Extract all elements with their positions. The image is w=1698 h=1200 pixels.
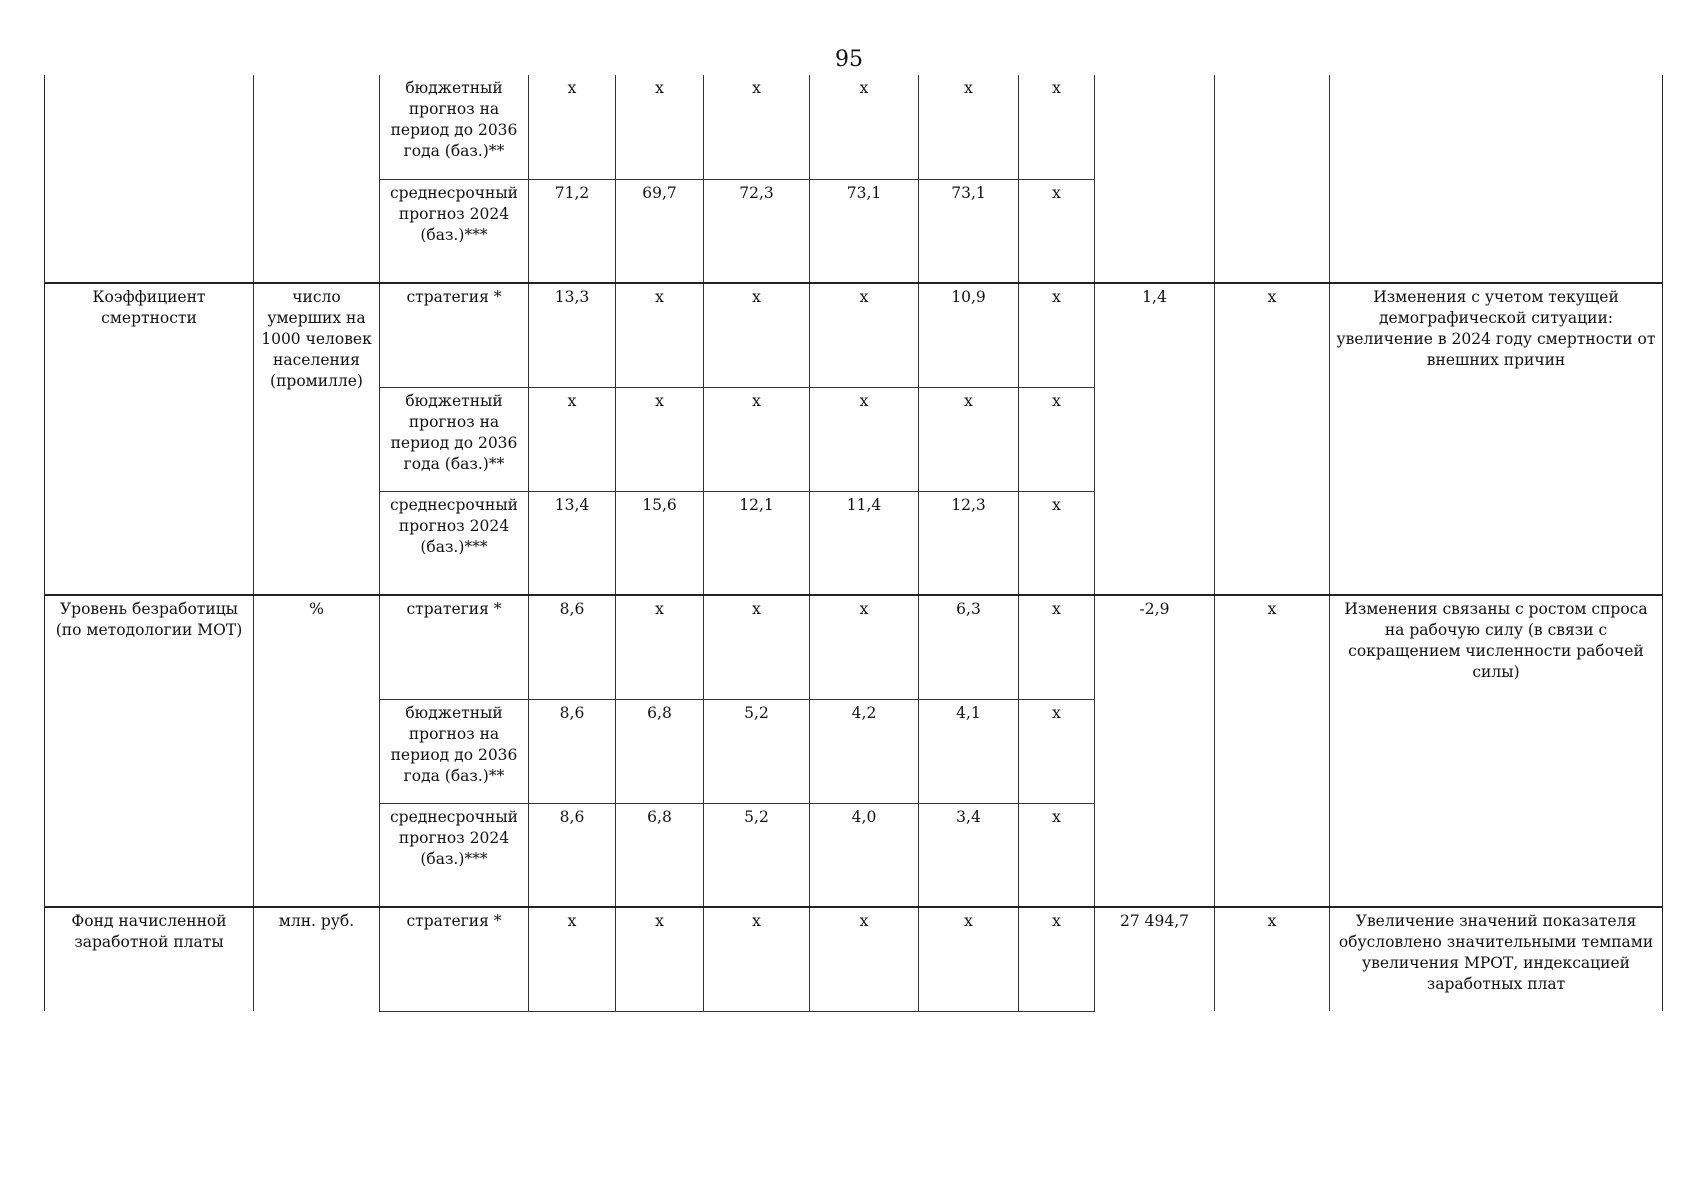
source-cell: бюджетный прогноз на период до 2036 года (баз.)** xyxy=(380,387,529,491)
deviation-cell: -2,9 xyxy=(1095,595,1215,907)
value-cell: х xyxy=(704,595,810,699)
table-row xyxy=(45,907,1663,1011)
table-row xyxy=(45,75,1663,179)
source-cell: стратегия * xyxy=(380,907,529,1011)
value-cell: х xyxy=(919,75,1019,179)
value-cell: 15,6 xyxy=(616,491,704,595)
forecast-table xyxy=(44,75,1663,1012)
value-cell: х xyxy=(529,907,616,1011)
value-cell: х xyxy=(616,907,704,1011)
value-cell: х xyxy=(810,595,919,699)
deviation-pct-cell: х xyxy=(1215,595,1330,907)
value-cell: х xyxy=(616,75,704,179)
indicator-name-cell: Фонд начисленной заработной платы xyxy=(45,907,254,1011)
value-cell: х xyxy=(810,283,919,387)
indicator-name-cell: Коэффициент смертности xyxy=(45,283,254,595)
value-cell: х xyxy=(919,387,1019,491)
source-cell: бюджетный прогноз на период до 2036 года (баз.)** xyxy=(380,699,529,803)
source-cell: среднесрочный прогноз 2024 (баз.)*** xyxy=(380,179,529,283)
source-cell: среднесрочный прогноз 2024 (баз.)*** xyxy=(380,803,529,907)
value-cell: 4,1 xyxy=(919,699,1019,803)
value-cell: 73,1 xyxy=(810,179,919,283)
value-cell: х xyxy=(1019,907,1095,1011)
value-cell: х xyxy=(704,283,810,387)
value-cell: 73,1 xyxy=(919,179,1019,283)
value-cell: х xyxy=(1019,803,1095,907)
unit-cell: % xyxy=(254,595,380,907)
value-cell: х xyxy=(1019,75,1095,179)
source-cell: стратегия * xyxy=(380,595,529,699)
value-cell: х xyxy=(1019,387,1095,491)
comment-cell: Изменения с учетом текущей демографической ситуации: увеличение в 2024 году смертности от внешних причин xyxy=(1330,283,1663,595)
value-cell: х xyxy=(1019,699,1095,803)
deviation-pct-cell: х xyxy=(1215,283,1330,595)
value-cell: 8,6 xyxy=(529,699,616,803)
value-cell: х xyxy=(616,283,704,387)
value-cell: х xyxy=(704,75,810,179)
value-cell: х xyxy=(1019,595,1095,699)
value-cell: х xyxy=(810,387,919,491)
unit-cell xyxy=(254,75,380,283)
value-cell: 5,2 xyxy=(704,803,810,907)
value-cell: х xyxy=(704,907,810,1011)
value-cell: 6,3 xyxy=(919,595,1019,699)
value-cell: 69,7 xyxy=(616,179,704,283)
value-cell: х xyxy=(810,907,919,1011)
value-cell: 12,1 xyxy=(704,491,810,595)
value-cell: 6,8 xyxy=(616,803,704,907)
comment-cell: Увеличение значений показателя обусловлено значительными темпами увеличения МРОТ, индексацией заработных плат xyxy=(1330,907,1663,1011)
indicator-name-cell xyxy=(45,75,254,283)
deviation-cell: 1,4 xyxy=(1095,283,1215,595)
deviation-pct-cell: х xyxy=(1215,907,1330,1011)
value-cell: х xyxy=(810,75,919,179)
value-cell: х xyxy=(529,387,616,491)
deviation-pct-cell xyxy=(1215,75,1330,283)
indicator-name-cell: Уровень безработицы (по методологии МОТ) xyxy=(45,595,254,907)
value-cell: 71,2 xyxy=(529,179,616,283)
deviation-cell: 27 494,7 xyxy=(1095,907,1215,1011)
source-cell: бюджетный прогноз на период до 2036 года (баз.)** xyxy=(380,75,529,179)
source-cell: среднесрочный прогноз 2024 (баз.)*** xyxy=(380,491,529,595)
value-cell: 11,4 xyxy=(810,491,919,595)
value-cell: 13,3 xyxy=(529,283,616,387)
unit-cell: млн. руб. xyxy=(254,907,380,1011)
value-cell: х xyxy=(616,387,704,491)
value-cell: х xyxy=(616,595,704,699)
value-cell: х xyxy=(1019,179,1095,283)
value-cell: 10,9 xyxy=(919,283,1019,387)
value-cell: 8,6 xyxy=(529,803,616,907)
page-number: 95 xyxy=(835,47,863,72)
value-cell: х xyxy=(1019,491,1095,595)
deviation-cell xyxy=(1095,75,1215,283)
table-row xyxy=(45,595,1663,699)
value-cell: 4,2 xyxy=(810,699,919,803)
value-cell: 5,2 xyxy=(704,699,810,803)
table-row xyxy=(45,283,1663,387)
value-cell: 3,4 xyxy=(919,803,1019,907)
value-cell: х xyxy=(704,387,810,491)
value-cell: 8,6 xyxy=(529,595,616,699)
value-cell: х xyxy=(529,75,616,179)
value-cell: 6,8 xyxy=(616,699,704,803)
unit-cell: число умерших на 1000 человек населения (промилле) xyxy=(254,283,380,595)
value-cell: х xyxy=(1019,283,1095,387)
value-cell: 4,0 xyxy=(810,803,919,907)
comment-cell xyxy=(1330,75,1663,283)
value-cell: х xyxy=(919,907,1019,1011)
value-cell: 72,3 xyxy=(704,179,810,283)
value-cell: 13,4 xyxy=(529,491,616,595)
comment-cell: Изменения связаны с ростом спроса на рабочую силу (в связи с сокращением численности рабочей силы) xyxy=(1330,595,1663,907)
value-cell: 12,3 xyxy=(919,491,1019,595)
source-cell: стратегия * xyxy=(380,283,529,387)
